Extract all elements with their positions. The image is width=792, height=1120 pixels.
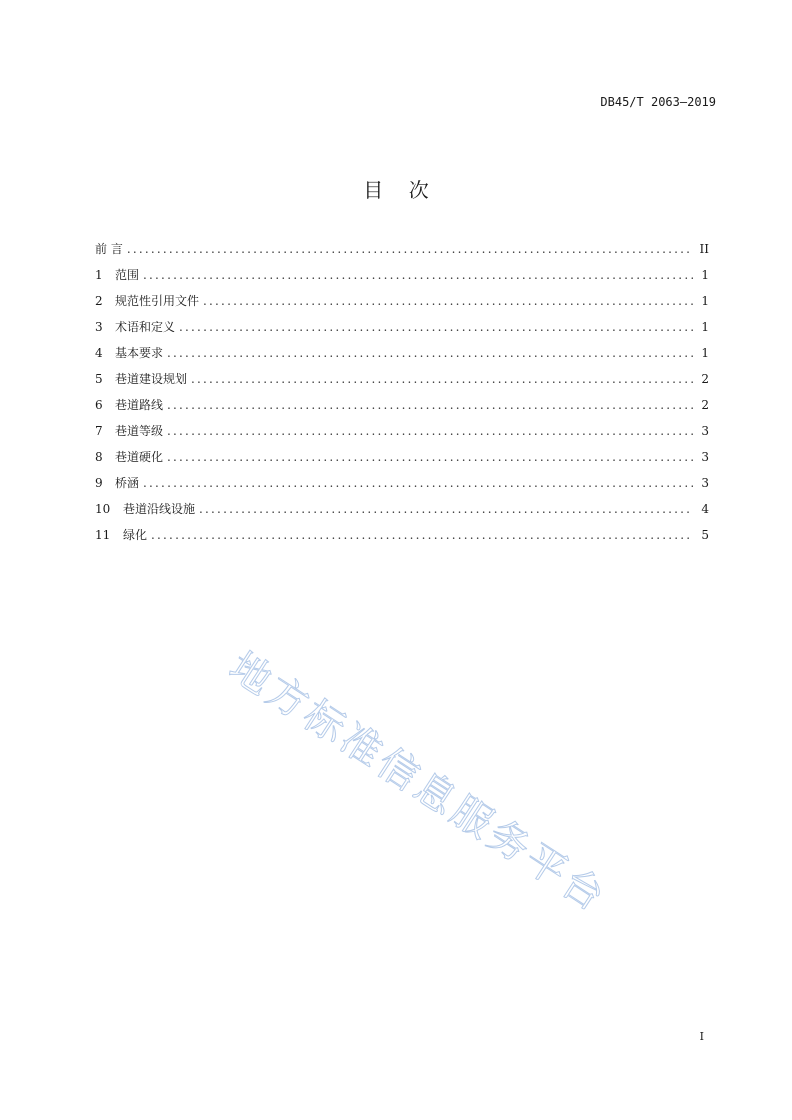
toc-entry-page: II [699, 242, 709, 256]
toc-entry-number: 10 [95, 502, 111, 516]
toc-entry-page: 2 [701, 398, 709, 412]
toc-dot-leader [143, 262, 693, 288]
toc-entry-label: 规范性引用文件 [115, 294, 200, 308]
toc-entry-scope[interactable] [95, 262, 709, 288]
toc-dot-leader [199, 496, 693, 522]
toc-entry-number: 6 [95, 398, 103, 412]
toc-entry-page: 2 [701, 372, 709, 386]
toc-entry-number: 4 [95, 346, 103, 360]
toc-entry-page: 1 [701, 346, 709, 360]
toc-entry-foreword[interactable] [95, 236, 709, 262]
toc-entry-number: 1 [95, 268, 103, 282]
watermark-text: 地方标准信息服务平台 [221, 643, 616, 923]
toc-entry-label: 基本要求 [115, 346, 164, 360]
toc-entry-page: 3 [701, 476, 709, 490]
toc-dot-leader [167, 418, 693, 444]
toc-entry-alley-route[interactable] [95, 392, 709, 418]
toc-entry-label: 术语和定义 [115, 320, 176, 334]
document-code: DB45/T 2063—2019 [600, 95, 716, 109]
toc-entry-page: 1 [701, 294, 709, 308]
toc-entry-label: 巷道路线 [115, 398, 164, 412]
toc-entry-label: 范围 [115, 268, 140, 282]
toc-entry-page: 5 [701, 528, 709, 542]
table-of-contents [95, 236, 709, 548]
toc-entry-page: 1 [701, 320, 709, 334]
toc-dot-leader [151, 522, 693, 548]
toc-dot-leader [203, 288, 693, 314]
toc-entry-page: 3 [701, 450, 709, 464]
toc-entry-page: 3 [701, 424, 709, 438]
toc-entry-number: 5 [95, 372, 103, 386]
toc-dot-leader [167, 392, 693, 418]
toc-entry-number: 11 [95, 528, 111, 542]
toc-entry-label: 巷道沿线设施 [123, 502, 196, 516]
page-number: I [699, 1030, 704, 1043]
toc-entry-normative-references[interactable] [95, 288, 709, 314]
toc-dot-leader [143, 470, 693, 496]
toc-entry-label: 前 言 [95, 242, 123, 256]
toc-entry-page: 4 [701, 502, 709, 516]
toc-entry-number: 3 [95, 320, 103, 334]
toc-entry-alley-facilities[interactable] [95, 496, 709, 522]
toc-dot-leader [179, 314, 693, 340]
toc-entry-label: 巷道等级 [115, 424, 164, 438]
toc-entry-alley-planning[interactable] [95, 366, 709, 392]
toc-entry-label: 桥涵 [115, 476, 140, 490]
toc-entry-bridges-culverts[interactable] [95, 470, 709, 496]
toc-entry-number: 2 [95, 294, 103, 308]
toc-entry-alley-grade[interactable] [95, 418, 709, 444]
toc-entry-label: 绿化 [123, 528, 148, 542]
toc-dot-leader [127, 236, 693, 262]
toc-entry-number: 7 [95, 424, 103, 438]
toc-entry-greening[interactable] [95, 522, 709, 548]
toc-dot-leader [167, 340, 693, 366]
toc-title: 目 次 [363, 178, 429, 202]
toc-entry-number: 8 [95, 450, 103, 464]
toc-entry-basic-requirements[interactable] [95, 340, 709, 366]
toc-dot-leader [191, 366, 693, 392]
toc-entry-label: 巷道建设规划 [115, 372, 188, 386]
toc-dot-leader [167, 444, 693, 470]
toc-entry-page: 1 [701, 268, 709, 282]
toc-entry-label: 巷道硬化 [115, 450, 164, 464]
toc-entry-alley-hardening[interactable] [95, 444, 709, 470]
toc-entry-number: 9 [95, 476, 103, 490]
toc-entry-terms-definitions[interactable] [95, 314, 709, 340]
